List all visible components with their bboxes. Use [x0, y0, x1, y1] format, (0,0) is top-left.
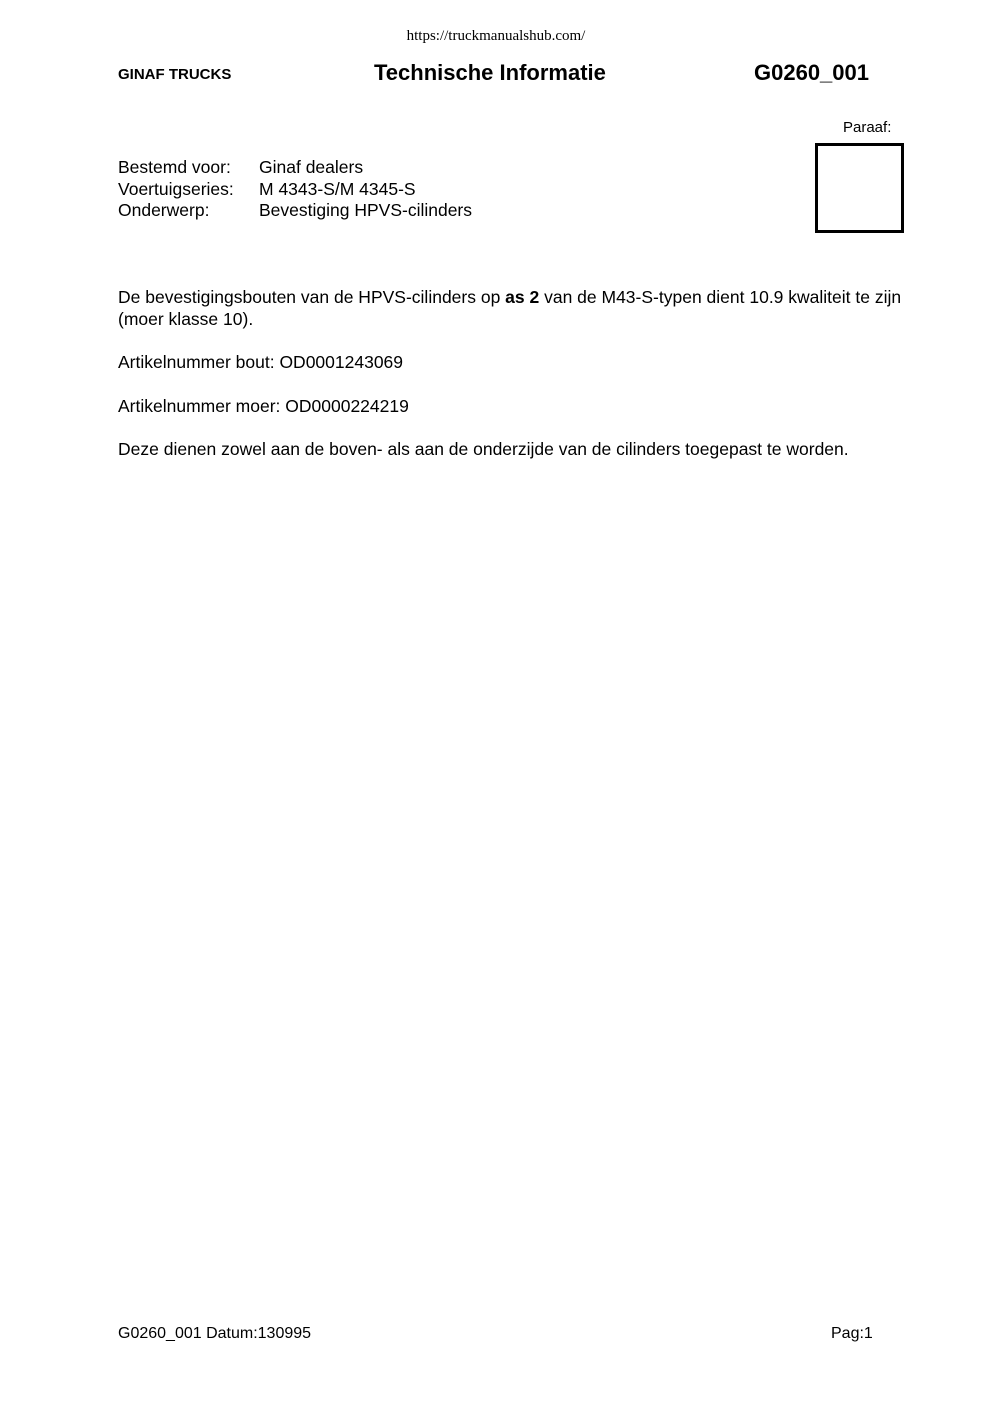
body-text: van de M43-S-typen dient 10.9 kwaliteit te zijn (moer klasse 10). — [118, 287, 902, 329]
meta-value: Bevestiging HPVS-cilinders — [259, 200, 473, 220]
document-meta — [118, 157, 472, 222]
body-text: De bevestigingsbouten van de HPVS-cilinders op — [118, 287, 506, 307]
document-body — [118, 287, 928, 483]
meta-key: Onderwerp: — [118, 200, 210, 220]
source-url: https://truckmanualshub.com/ — [406, 28, 586, 44]
paraaf-label: Paraaf: — [843, 119, 892, 136]
meta-key: Bestemd voor: — [118, 157, 231, 177]
meta-value: M 4343-S/M 4345-S — [259, 178, 416, 199]
body-paragraph — [118, 287, 928, 330]
body-paragraph-bolt-number: Artikelnummer bout: OD0001243069 — [118, 352, 404, 372]
body-paragraph-nut-number: Artikelnummer moer: OD0000224219 — [118, 395, 409, 416]
brand-name: GINAF TRUCKS — [118, 66, 232, 83]
body-emphasis: as 2 — [505, 287, 540, 307]
meta-row-vehicle-series — [118, 179, 472, 201]
footer-page-number: Pag:1 — [831, 1325, 873, 1342]
footer-doc-date: G0260_001 Datum:130995 — [118, 1325, 312, 1342]
meta-row-subject — [118, 200, 472, 222]
document-code: G0260_001 — [754, 60, 869, 85]
meta-value: Ginaf dealers — [259, 157, 364, 177]
document-title: Technische Informatie — [374, 60, 606, 85]
meta-row-recipient — [118, 157, 472, 179]
paraaf-signature-box — [815, 143, 904, 233]
meta-key: Voertuigseries: — [118, 178, 234, 199]
body-paragraph: Deze dienen zowel aan de boven- als aan de onderzijde van de cilinders toegepast te worden. — [118, 439, 849, 459]
